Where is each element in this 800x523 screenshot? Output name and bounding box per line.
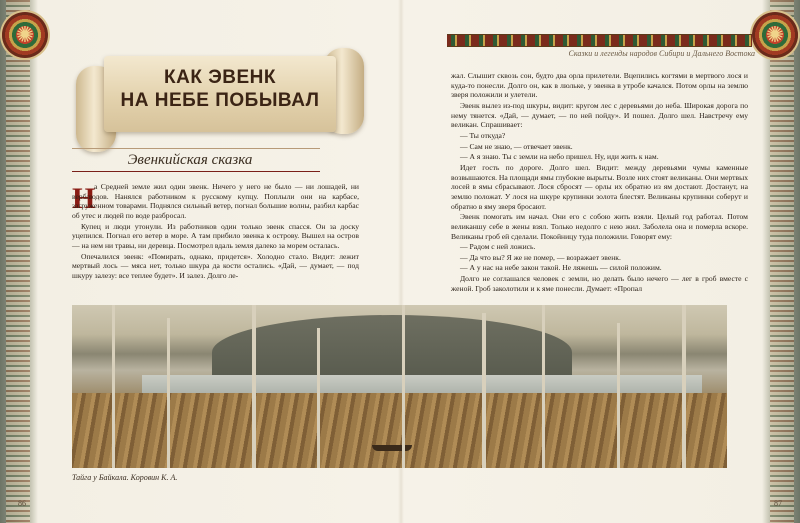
paragraph: — Ты откуда? [460, 130, 506, 140]
right-ornament-border [770, 0, 794, 523]
title-scroll-banner [70, 48, 370, 143]
paragraph: — А у нас на небе закон такой. Не ляжешь — силой положим. [460, 263, 662, 273]
page-title [104, 66, 336, 112]
paragraph: Эвенк помогать им начал. Они его с собою жить взяли. Целый год работал. Потом великаншу себе в жены взял. Только недолго с нею жил. Заболела она и померла вскоре. Великаны гроб ей сделали. Покойницу туда положили. Говорят ему: [451, 212, 748, 241]
paragraph: Опечалился эвенк: «Помирать, однако, придется». Холодно стало. Видит: лежит мертвый лось — мяса нет, только шкура да кости остались. «Дай, — думает, — под шкуру залезу: все теплее будет». И залез. Долго ле- [72, 251, 359, 280]
image-caption: Тайга у Байкала. Коровин К. А. [72, 473, 178, 482]
paragraph: — Радом с ней ложись. [460, 242, 536, 252]
right-medallion-icon [752, 12, 798, 58]
paragraph: жал. Слышит сквозь сон, будто два орла прилетели. Вцепились когтями в мертвого лося и куда-то понесли. Долго он, как в люльке, у эвенка в утробе качался. Потом орлы на землю зверя положили и улетели. [451, 71, 748, 100]
tree-trunk [617, 323, 620, 468]
drop-cap: Н [72, 182, 96, 215]
running-head: Сказки и легенды народов Сибири и Дальнего Востока [568, 49, 755, 58]
left-ornament-border [6, 0, 30, 523]
tree-trunk [112, 305, 115, 468]
subtitle-top-rule [72, 148, 320, 149]
paragraph: — Сам не знаю, — отвечает эвенк. [460, 141, 573, 151]
header-ornament-band [447, 34, 752, 47]
tree-trunk [682, 305, 686, 468]
tree-trunk [317, 328, 320, 468]
left-medallion-icon [2, 12, 48, 58]
title-line-1: КАК ЭВЕНК [164, 67, 276, 88]
paragraph: — Да что вы? Я же не помер, — возражает эвенк. [460, 252, 621, 262]
paragraph: Идет гость по дороге. Долго шел. Видит: между деревьями чумы каменные возвышаются. На площади ямы глубокие вырыты. Возле них стоят великаны. Они мертвых лосей в ямы сбрасывают. Лося сбросят — орлы их обратно из ям достают. Достанут, на землю положат. У лося на шкуре крупинки золота блестят. Великаны крупинки соберут и обратно в яму зверя бросают. [451, 162, 748, 211]
page-number-left: 86 [18, 499, 26, 508]
tree-trunk [402, 305, 405, 468]
painting-taiga-baikal [72, 305, 727, 468]
right-text-column [451, 71, 748, 294]
page-number-right: 87 [774, 499, 782, 508]
painting-boat [372, 445, 412, 451]
paragraph: Эвенк вылез из-под шкуры, видит: кругом лес с деревьями до неба. Широкая дорога по нему тянется. «Дай, — думает, — по ней пойду». И пошел. Долго шел. Навстречу ему великан. Спрашивает: [451, 100, 748, 130]
paragraph: а Средней земле жил один эвенк. Ничего у него не было — ни лошадей, ни верблюдов. Нанялся работником к русскому купцу. Поплыли они на карбасе, загруженном товарами. Поднялся сильный ветер, погнал большие волны, разбил карбас об утес и людей по воде разбросал. [72, 182, 359, 220]
tree-trunk [542, 305, 545, 468]
tree-trunk [252, 305, 256, 468]
paragraph: Купец и люди утонули. Из работников один только эвенк спасся. Он за доску уцепился. Погнал его ветер в море. А там прибило эвенка к острову. Вышел на остров — на нем ни травы, ни деревца. Посмотрел вдаль земля далеко за морем осталась. [72, 221, 359, 250]
title-line-2: НА НЕБЕ ПОБЫВАЛ [120, 90, 320, 111]
paragraph: — А я знаю. Ты с земли на небо пришел. Ну, иди жить к нам. [460, 152, 659, 162]
subtitle-rule [72, 171, 320, 172]
left-text-column [72, 182, 359, 282]
tree-trunk [482, 313, 486, 468]
tree-trunk [167, 318, 170, 468]
painting-shore [72, 393, 727, 468]
subtitle: Эвенкийская сказка [127, 152, 253, 168]
paragraph: Долго не соглашался человек с земли, но делать было нечего — лег в гроб вместе с женой. Гроб заколотили и к яме понесли. Думает: «Пропал [451, 274, 748, 293]
